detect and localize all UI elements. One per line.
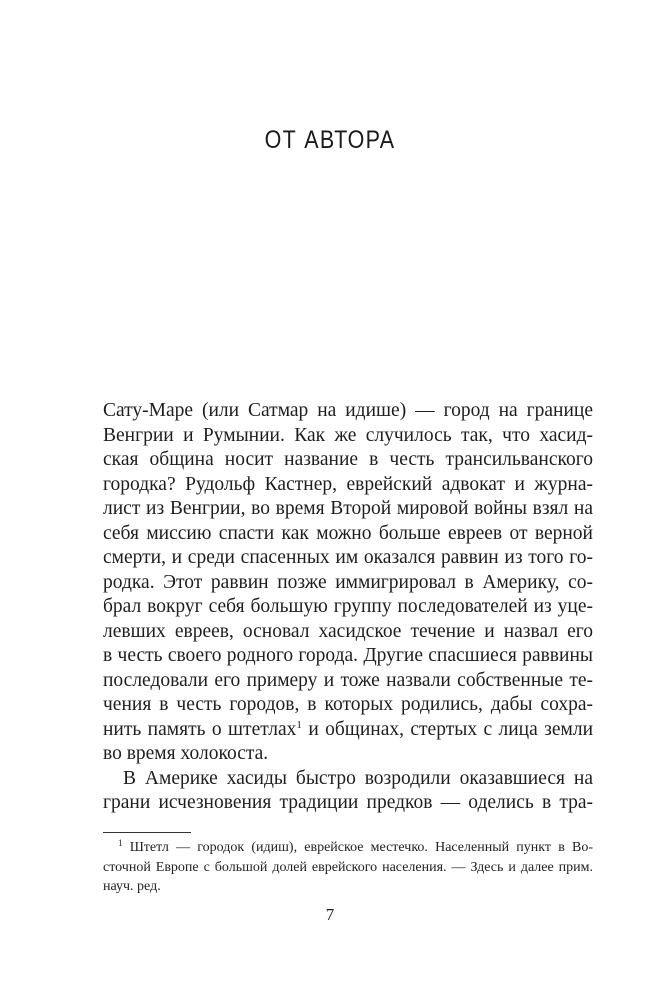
text-segment: и общинах, стертых с лица земли bbox=[308, 718, 594, 740]
text-line: брал вокруг себя большую группу последователей из уце- bbox=[103, 596, 593, 617]
text-line: себя миссию спасти как можно больше евреев от верной bbox=[103, 522, 593, 544]
text-line: левших евреев, основал хасидское течение и назвал его bbox=[103, 620, 593, 642]
footnote-line: науч. ред. bbox=[103, 879, 161, 894]
text-line: лист из Венгрии, во время Второй мировой войны взял на bbox=[103, 498, 593, 519]
text-line: грани исчезновения традиции предков — оделись в тра- bbox=[103, 792, 593, 813]
footnote-marker: 1 bbox=[118, 838, 123, 848]
text-line: смерти, и среди спасенных им оказался раввин из того го- bbox=[103, 547, 593, 568]
text-line: во время холокоста. bbox=[103, 743, 269, 764]
footnote-text: Штетл — городок (идиш), еврейское местечко. Населенный пункт в Во- bbox=[129, 840, 593, 855]
footnote bbox=[103, 838, 593, 897]
text-line: городка? Рудольф Кастнер, еврейский адвокат и журна- bbox=[103, 473, 593, 495]
text-line: ская община носит название в честь трансильванского bbox=[103, 449, 593, 470]
chapter-title: ОТ АВТОРА bbox=[264, 126, 396, 154]
text-line bbox=[103, 718, 593, 743]
footnote-line: сточной Европе с большой долей еврейского населения. — Здесь и далее прим. bbox=[103, 859, 593, 875]
footnote-divider bbox=[103, 832, 191, 833]
text-segment: нить память о штетлах bbox=[103, 718, 297, 740]
page-number: 7 bbox=[325, 905, 335, 924]
text-line: чения в честь городов, в которых родились, дабы сохра- bbox=[103, 694, 593, 715]
footnote-reference[interactable]: 1 bbox=[296, 718, 302, 731]
body-text bbox=[103, 399, 593, 816]
text-line: в честь своего родного города. Другие спасшиеся раввины bbox=[103, 645, 593, 666]
text-line: Венгрии и Румынии. Как же случилось так, что хасид- bbox=[103, 424, 593, 446]
footnote-line bbox=[103, 838, 593, 858]
text-line: Сату-Маре (или Сатмар на идише) — город на границе bbox=[103, 400, 593, 421]
text-line: последовали его примеру и тоже назвали собственные те- bbox=[103, 669, 593, 691]
text-line: В Америке хасиды быстро возродили оказавшиеся на bbox=[123, 767, 593, 789]
text-line: родка. Этот раввин позже иммигрировал в Америку, со- bbox=[103, 571, 593, 593]
